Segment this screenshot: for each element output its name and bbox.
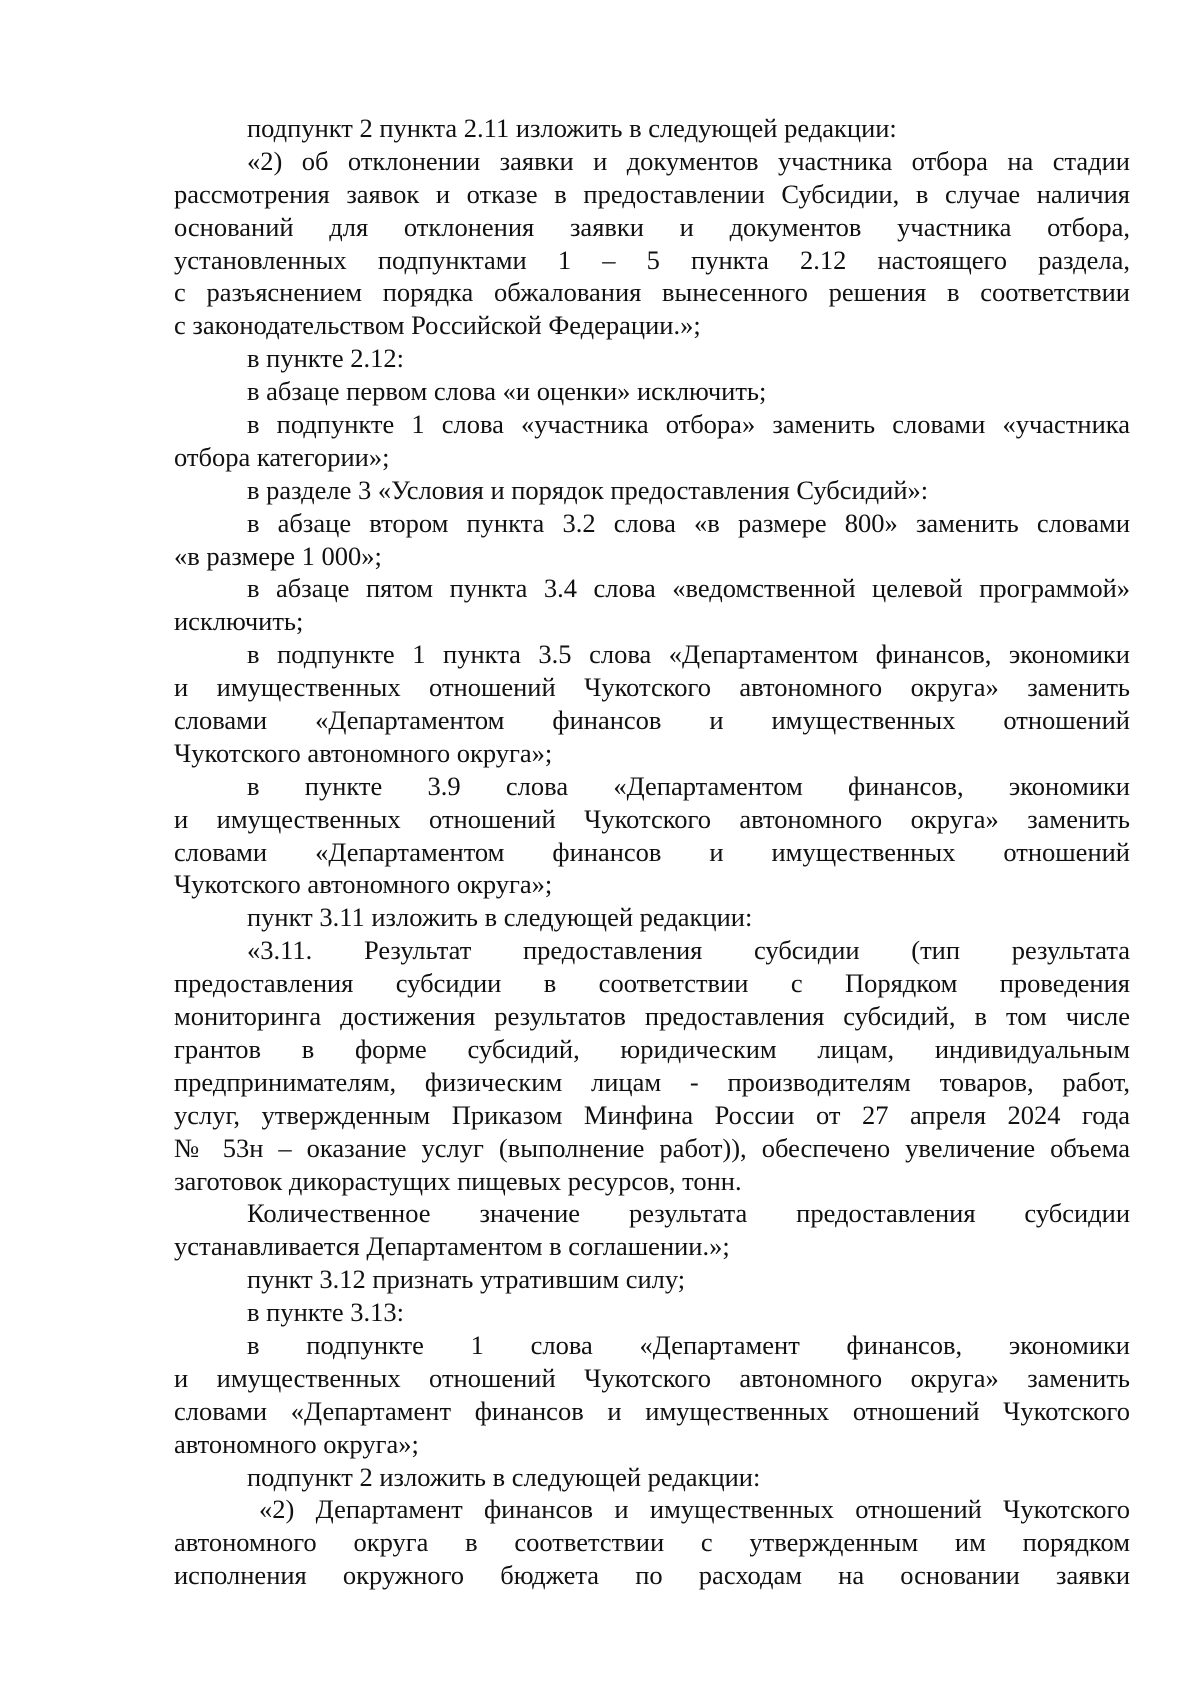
text-line: «2) об отклонении заявки и документов участника отбора на стадии — [247, 145, 1130, 176]
text-line: с законодательством Российской Федерации.»; — [174, 310, 701, 341]
text-line: словами «Департаментом финансов и имущественных отношений — [174, 836, 1130, 867]
text-line: Чукотского автономного округа»; — [174, 737, 553, 768]
text-line: грантов в форме субсидий, юридическим лицам, индивидуальным — [174, 1033, 1130, 1064]
text-line: в абзаце втором пункта 3.2 слова «в размере 800» заменить словами — [247, 507, 1130, 538]
text-line: и имущественных отношений Чукотского автономного округа» заменить — [174, 1362, 1130, 1393]
text-line: в подпункте 1 слова «участника отбора» заменить словами «участника — [247, 409, 1130, 440]
text-line: словами «Департаментом финансов и имущественных отношений — [174, 705, 1130, 736]
text-line: пункт 3.12 признать утратившим силу; — [247, 1264, 686, 1295]
document-body — [174, 112, 1130, 1592]
text-line: в абзаце пятом пункта 3.4 слова «ведомственной целевой программой» — [247, 573, 1130, 604]
text-line: в пункте 2.12: — [247, 343, 404, 374]
text-line: исполнения окружного бюджета по расходам на основании заявки — [174, 1560, 1130, 1591]
text-line: в пункте 3.13: — [247, 1297, 404, 1328]
text-line: мониторинга достижения результатов предоставления субсидий, в том числе — [174, 1001, 1130, 1032]
text-line: подпункт 2 изложить в следующей редакции: — [247, 1461, 761, 1492]
text-line: «2) Департамент финансов и имущественных отношений Чукотского — [259, 1494, 1130, 1525]
text-line: автономного округа в соответствии с утвержденным им порядком — [174, 1527, 1130, 1558]
text-line: в пункте 3.9 слова «Департаментом финансов, экономики — [247, 770, 1130, 801]
text-line: с разъяснением порядка обжалования вынесенного решения в соответствии — [174, 277, 1130, 308]
text-line: услуг, утвержденным Приказом Минфина России от 27 апреля 2024 года — [174, 1099, 1130, 1130]
text-line: Чукотского автономного округа»; — [174, 869, 553, 900]
text-line: автономного округа»; — [174, 1428, 419, 1459]
text-line: «в размере 1 000»; — [174, 540, 382, 571]
text-line: и имущественных отношений Чукотского автономного округа» заменить — [174, 803, 1130, 834]
text-line: пункт 3.11 изложить в следующей редакции: — [247, 902, 753, 933]
text-line: отбора категории»; — [174, 441, 390, 472]
text-line: № 53н – оказание услуг (выполнение работ)), обеспечено увеличение объема — [174, 1132, 1130, 1163]
text-line: в разделе 3 «Условия и порядок предоставления Субсидий»: — [247, 474, 929, 505]
text-line: Количественное значение результата предоставления субсидии — [247, 1198, 1130, 1229]
text-line: подпункт 2 пункта 2.11 изложить в следующей редакции: — [247, 113, 897, 143]
text-line: заготовок дикорастущих пищевых ресурсов, тонн. — [174, 1165, 742, 1196]
text-line: предоставления субсидии в соответствии с Порядком проведения — [174, 968, 1130, 999]
text-line: рассмотрения заявок и отказе в предоставлении Субсидии, в случае наличия — [174, 178, 1130, 209]
text-line: в абзаце первом слова «и оценки» исключить; — [247, 376, 767, 407]
text-line: оснований для отклонения заявки и документов участника отбора, — [174, 211, 1130, 242]
text-line: исключить; — [174, 606, 304, 637]
text-line: «3.11. Результат предоставления субсидии (тип результата — [247, 935, 1130, 966]
text-line: предпринимателям, физическим лицам - производителям товаров, работ, — [174, 1066, 1130, 1097]
text-line: и имущественных отношений Чукотского автономного округа» заменить — [174, 672, 1130, 703]
text-line: словами «Департамент финансов и имущественных отношений Чукотского — [174, 1395, 1130, 1426]
text-line: в подпункте 1 пункта 3.5 слова «Департаментом финансов, экономики — [247, 639, 1130, 670]
text-line: устанавливается Департаментом в соглашении.»; — [174, 1231, 730, 1262]
text-line: установленных подпунктами 1 – 5 пункта 2.12 настоящего раздела, — [174, 244, 1130, 275]
text-line: в подпункте 1 слова «Департамент финансов, экономики — [247, 1329, 1130, 1360]
